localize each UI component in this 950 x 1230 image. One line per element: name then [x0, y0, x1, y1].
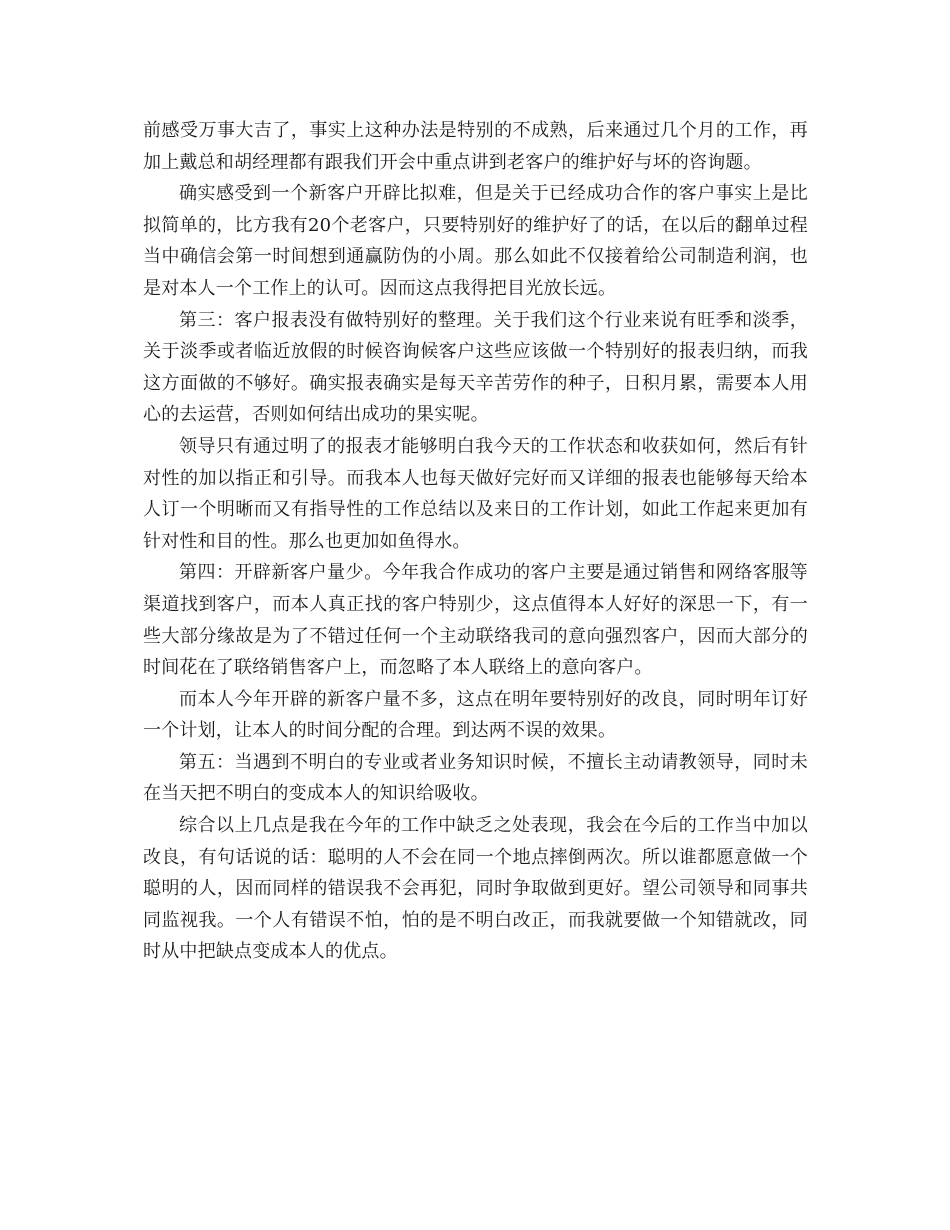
paragraph-3: 第三：客户报表没有做特别好的整理。关于我们这个行业来说有旺季和淡季，关于淡季或者临近放假的时候咨询候客户这些应该做一个特别好的报表归纳，而我这方面做的不够好。确实报表确实是每天辛苦劳作的种子，日积月累，需要本人用心的去运营，否则如何结出成功的果实呢。	[143, 309, 808, 426]
paragraph-4: 领导只有通过明了的报表才能够明白我今天的工作状态和收获如何，然后有针对性的加以指正和引导。而我本人也每天做好完好而又详细的报表也能够每天给本人订一个明晰而又有指导性的工作总结以及来日的工作计划，如此工作起来更加有针对性和目的性。那么也更加如鱼得水。	[143, 435, 808, 552]
paragraph-2: 确实感受到一个新客户开辟比拟难，但是关于已经成功合作的客户事实上是比拟简单的，比方我有20个老客户，只要特别好的维护好了的话，在以后的翻单过程当中确信会第一时间想到通赢防伪的小周。那么如此不仅接着给公司制造利润，也是对本人一个工作上的认可。因而这点我得把目光放长远。	[143, 183, 808, 299]
paragraph-8: 综合以上几点是我在今年的工作中缺乏之处表现，我会在今后的工作当中加以改良，有句话说的话：聪明的人不会在同一个地点摔倒两次。所以谁都愿意做一个聪明的人，因而同样的错误我不会再犯，同时争取做到更好。望公司领导和同事共同监视我。一个人有错误不怕，怕的是不明白改正，而我就要做一个知错就改，同时从中把缺点变成本人的优点。	[143, 815, 808, 963]
paragraph-7: 第五：当遇到不明白的专业或者业务知识时候，不擅长主动请教领导，同时未在当天把不明白的变成本人的知识给吸收。	[143, 751, 808, 805]
paragraph-1: 前感受万事大吉了，事实上这种办法是特别的不成熟，后来通过几个月的工作，再加上戴总和胡经理都有跟我们开会中重点讲到老客户的维护好与坏的咨询题。	[143, 120, 808, 173]
paragraph-5: 第四：开辟新客户量少。今年我合作成功的客户主要是通过销售和网络客服等渠道找到客户，而本人真正找的客户特别少，这点值得本人好好的深思一下，有一些大部分缘故是为了不错过任何一个主动联络我司的意向强烈客户，因而大部分的时间花在了联络销售客户上，而忽略了本人联络上的意向客户。	[143, 562, 808, 679]
document-body	[143, 115, 808, 968]
paragraph-6: 而本人今年开辟的新客户量不多，这点在明年要特别好的改良，同时明年订好一个计划，让本人的时间分配的合理。到达两不误的效果。	[143, 688, 808, 742]
